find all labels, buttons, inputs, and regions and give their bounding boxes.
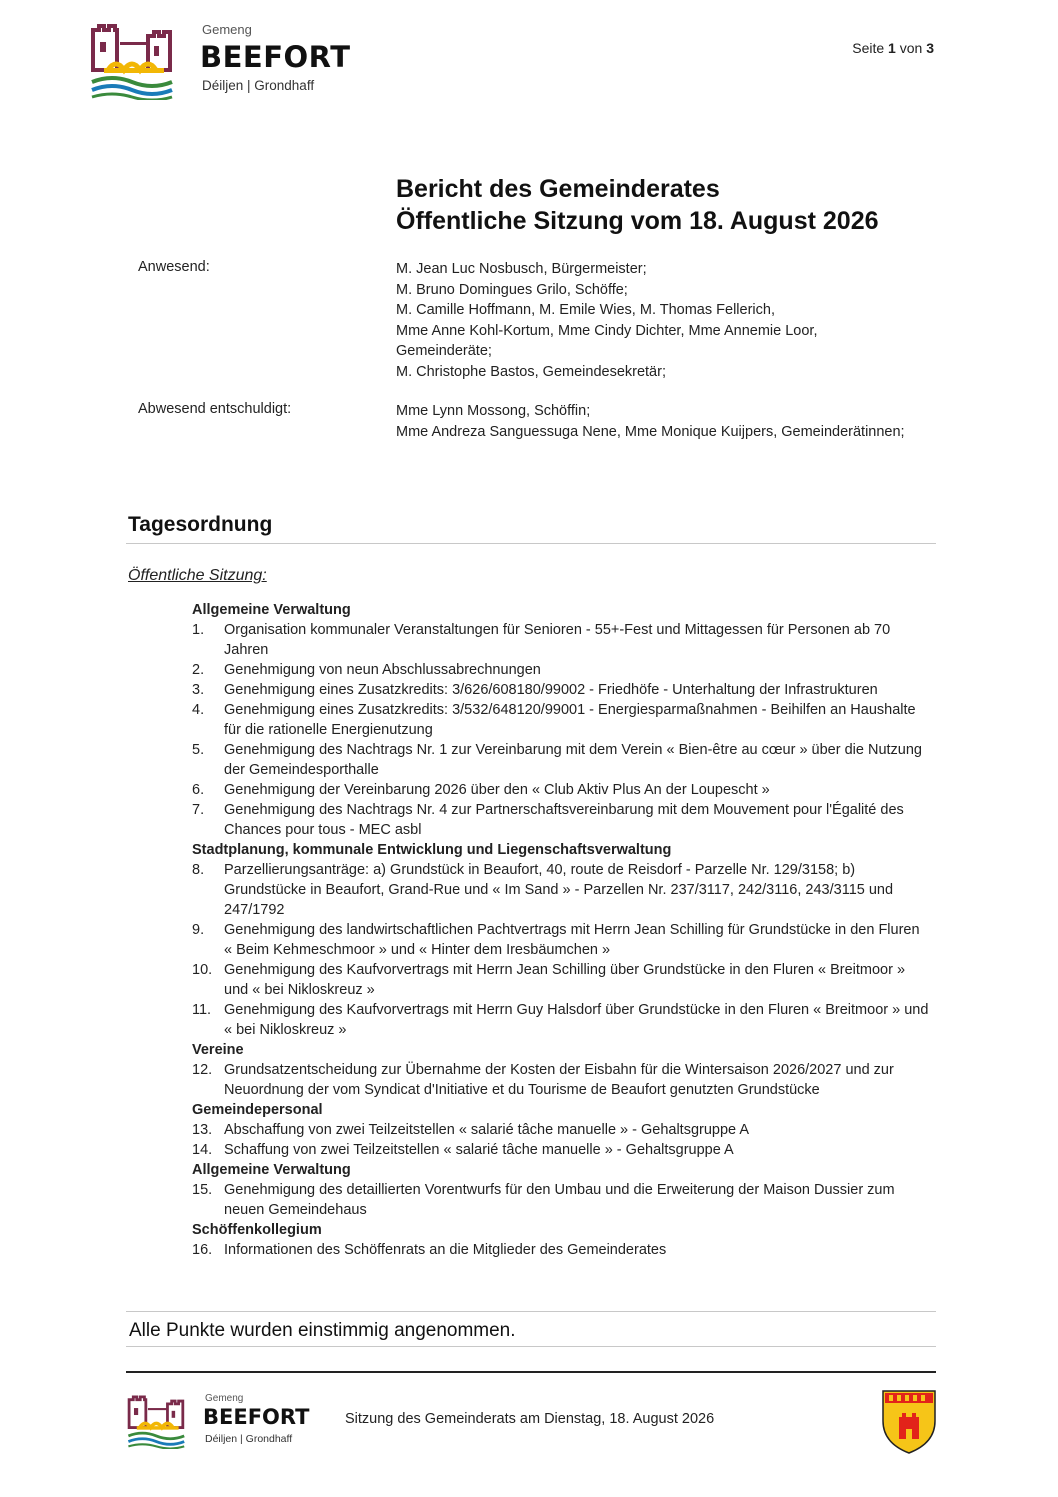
agenda-item-text (224, 660, 937, 680)
agenda-item-number: 5. (192, 742, 205, 758)
agenda-item-number: 8. (192, 862, 205, 878)
title-line-2: Öffentliche Sitzung vom 18. August 2026 (396, 207, 879, 235)
agenda-item (192, 740, 937, 780)
agenda-item-line: Genehmigung von neun Abschlussabrechnungen (224, 662, 541, 678)
present-line: M. Christophe Bastos, Gemeindesekretär; (396, 363, 666, 380)
absent-line: Mme Lynn Mossong, Schöffin; (396, 403, 591, 419)
conclusion-text: Alle Punkte wurden einstimmig angenommen. (129, 1320, 516, 1341)
present-line: Mme Anne Kohl-Kortum, Mme Cindy Dichter, Mme Annemie Loor, (396, 322, 818, 339)
agenda-item (192, 1060, 937, 1100)
agenda-item-text (224, 620, 937, 660)
logo-line-gemeng: Gemeng (202, 22, 252, 37)
agenda-item-number: 1. (192, 622, 205, 638)
agenda-item-number: 12. (192, 1062, 213, 1078)
logo-line-subtitle: Déiljen | Grondhaff (202, 78, 315, 93)
agenda-item-line: Grundsatzentscheidung zur Übernahme der Kosten der Eisbahn für die Wintersaison 2026/2027 und zur (224, 1062, 894, 1078)
agenda-item-number: 15. (192, 1182, 213, 1198)
agenda-item-number: 10. (192, 962, 213, 978)
footer-logo-line-beefort: BEEFORT (203, 1405, 310, 1429)
agenda-item-line: Schaffung von zwei Teilzeitstellen « salarié tâche manuelle » - Gehaltsgruppe A (224, 1142, 734, 1158)
page-current: 1 (888, 40, 896, 56)
agenda-item-text (224, 1240, 937, 1260)
agenda-item-line: der Gemeindesporthalle (224, 762, 379, 778)
agenda-item-line: 247/1792 (224, 902, 285, 918)
page-prefix: Seite (852, 40, 885, 56)
present-label: Anwesend: (138, 259, 210, 275)
agenda-item-text (224, 960, 937, 1000)
agenda-item-text (224, 780, 937, 800)
agenda-item-line: Genehmigung der Vereinbarung 2026 über den « Club Aktiv Plus An der Loupescht » (224, 782, 770, 798)
agenda-group-title: Allgemeine Verwaltung (192, 1162, 351, 1178)
agenda-item-line: Neuordnung der vom Syndicat d'Initiative et du Tourisme de Beaufort genutzten Grundstücke (224, 1082, 820, 1098)
agenda-group-title: Stadtplanung, kommunale Entwicklung und Liegenschaftsverwaltung (192, 842, 672, 858)
agenda-item (192, 920, 937, 960)
agenda-item (192, 1000, 937, 1040)
agenda-item (192, 800, 937, 840)
agenda-item-line: Genehmigung des Kaufvorvertrags mit Herrn Jean Schilling über Grundstücke in den Fluren « Breitmoor » (224, 962, 906, 978)
agenda-item (192, 680, 937, 700)
agenda-subheading: Öffentliche Sitzung: (128, 567, 267, 584)
agenda-item-line: Genehmigung des detaillierten Vorentwurfs für den Umbau und die Erweiterung der Maison Dussier zum (224, 1182, 895, 1198)
footer-rule (126, 1371, 936, 1373)
agenda-item (192, 1140, 937, 1160)
agenda-item-line: neuen Gemeindehaus (224, 1202, 367, 1218)
page-total: 3 (926, 40, 934, 56)
page-number (852, 40, 934, 56)
agenda-item-line: für die rationelle Energienutzung (224, 722, 433, 738)
agenda-item-line: und « bei Nikloskreuz » (224, 982, 375, 998)
agenda-item-line: Genehmigung des Nachtrags Nr. 1 zur Vereinbarung mit dem Verein « Bien-être au cœur » über die Nutzung (224, 742, 922, 758)
castle-logo-icon (90, 24, 176, 100)
agenda-item-line: Abschaffung von zwei Teilzeitstellen « salarié tâche manuelle » - Gehaltsgruppe A (224, 1122, 750, 1138)
agenda-item-text (224, 1060, 937, 1100)
agenda-group-title: Schöffenkollegium (192, 1222, 322, 1238)
agenda-group-title: Gemeindepersonal (192, 1102, 323, 1118)
agenda-item-text (224, 1120, 937, 1140)
agenda-item-line: Grundstücke in Beaufort, Grand-Rue und « Im Sand » - Parzellen Nr. 237/3117, 242/3116, 243/3115 und (224, 882, 894, 898)
agenda-item-text (224, 920, 937, 960)
commune-logo (90, 22, 360, 102)
divider (126, 1311, 936, 1312)
agenda-item-number: 3. (192, 682, 205, 698)
agenda-item-line: Chances pour tous - MEC asbl (224, 822, 422, 838)
agenda-item-line: Informationen des Schöffenrats an die Mitglieder des Gemeinderates (224, 1242, 667, 1258)
agenda-item-number: 4. (192, 702, 205, 718)
castle-logo-icon (127, 1395, 187, 1449)
agenda-group-title: Allgemeine Verwaltung (192, 602, 351, 618)
agenda-item-text (224, 1000, 937, 1040)
present-line: Gemeinderäte; (396, 343, 492, 359)
title-line-1: Bericht des Gemeinderates (396, 175, 720, 203)
agenda-item-line: Genehmigung eines Zusatzkredits: 3/532/648120/99001 - Energiesparmaßnahmen - Beihilfen an Haushalte (224, 702, 916, 718)
agenda-item-line: Parzellierungsanträge: a) Grundstück in Beaufort, 40, route de Reisdorf - Parzelle Nr. 129/3158; b) (224, 862, 856, 878)
agenda-item-line: Genehmigung des landwirtschaftlichen Pachtvertrags mit Herrn Jean Schilling für Grundstücke in den Fluren (224, 922, 920, 938)
agenda-item-line: Genehmigung des Kaufvorvertrags mit Herrn Guy Halsdorf über Grundstücke in den Fluren « Breitmoor » und (224, 1002, 929, 1018)
agenda-item-text (224, 800, 937, 840)
agenda-item-text (224, 860, 937, 920)
divider (126, 543, 936, 544)
coat-of-arms-icon (881, 1389, 937, 1455)
absent-line: Mme Andreza Sanguessuga Nene, Mme Monique Kuijpers, Gemeinderätinnen; (396, 423, 905, 440)
agenda-item-number: 2. (192, 662, 205, 678)
agenda-group-title: Vereine (192, 1042, 244, 1058)
agenda-item (192, 660, 937, 680)
footer-text: Sitzung des Gemeinderats am Dienstag, 18. August 2026 (345, 1411, 715, 1427)
agenda-item-number: 14. (192, 1142, 213, 1158)
agenda-item-number: 11. (192, 1002, 212, 1018)
agenda-item-line: Genehmigung des Nachtrags Nr. 4 zur Partnerschaftsvereinbarung mit dem Mouvement pour l'Égalité des (224, 802, 904, 818)
footer-logo (127, 1393, 317, 1449)
agenda-item (192, 960, 937, 1000)
page-of: von (899, 40, 923, 56)
footer-logo-line-subtitle: Déiljen | Grondhaff (205, 1433, 293, 1445)
agenda-item (192, 780, 937, 800)
footer-logo-line-gemeng: Gemeng (205, 1393, 244, 1404)
agenda-item-number: 16. (192, 1242, 213, 1258)
agenda-item-line: Genehmigung eines Zusatzkredits: 3/626/608180/99002 - Friedhöfe - Unterhaltung der Infrastrukturen (224, 682, 878, 698)
agenda-item (192, 1120, 937, 1140)
agenda-item (192, 620, 937, 660)
agenda-item (192, 700, 937, 740)
divider (126, 1346, 936, 1347)
agenda-item-number: 6. (192, 782, 205, 798)
agenda-item-number: 9. (192, 922, 205, 938)
absent-label: Abwesend entschuldigt: (138, 401, 292, 417)
agenda-item (192, 860, 937, 920)
agenda-item-text (224, 680, 937, 700)
logo-line-beefort: BEEFORT (200, 40, 351, 74)
agenda-title: Tagesordnung (128, 513, 273, 536)
agenda-item-line: « Beim Kehmeschmoor » und « Hinter dem Iresbäumchen » (224, 942, 611, 958)
agenda-item-number: 7. (192, 802, 205, 818)
present-line: M. Jean Luc Nosbusch, Bürgermeister; (396, 261, 647, 277)
agenda-item-text (224, 1180, 937, 1220)
agenda-item-text (224, 1140, 937, 1160)
agenda-item (192, 1240, 937, 1260)
report-title (396, 173, 879, 237)
present-line: M. Bruno Domingues Grilo, Schöffe; (396, 281, 628, 298)
present-list (396, 259, 817, 382)
agenda-item-number: 13. (192, 1122, 213, 1138)
absent-list (396, 401, 905, 442)
agenda-item (192, 1180, 937, 1220)
agenda-item-line: Organisation kommunaler Veranstaltungen für Senioren - 55+-Fest und Mittagessen für Personen ab 70 (224, 622, 891, 638)
agenda-item-line: Jahren (224, 642, 269, 658)
present-line: M. Camille Hoffmann, M. Emile Wies, M. Thomas Fellerich, (396, 302, 775, 318)
agenda-item-text (224, 700, 937, 740)
agenda-item-text (224, 740, 937, 780)
agenda-list (192, 600, 937, 1260)
agenda-item-line: « bei Nikloskreuz » (224, 1022, 347, 1038)
